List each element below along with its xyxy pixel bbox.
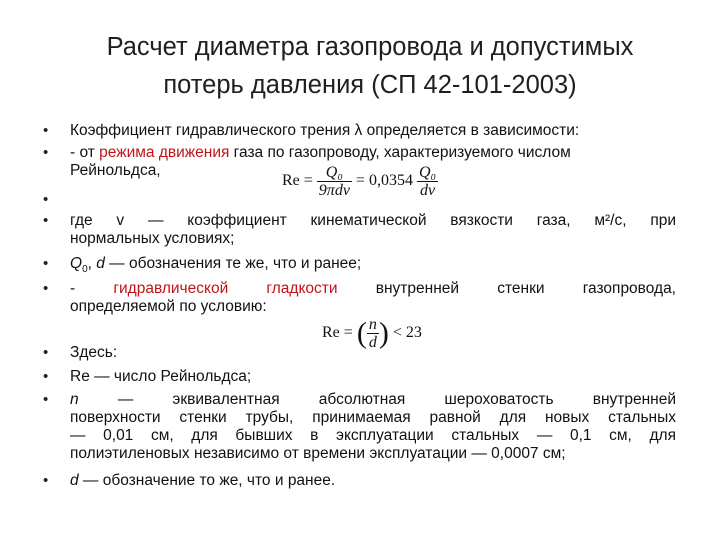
bullet-dot: • xyxy=(43,191,49,208)
fraction-denominator: d xyxy=(368,334,377,351)
left-paren: ( xyxy=(356,316,367,350)
text-fragment: — эквивалентная абсолютная шероховатость внутренней xyxy=(117,391,676,408)
text-fragment: - от xyxy=(70,144,100,161)
bullet-text xyxy=(70,391,676,463)
fraction xyxy=(417,164,438,199)
fraction-numerator: Q₀ xyxy=(317,164,352,182)
bullet-text xyxy=(70,212,676,248)
text-fragment: внутренней стенки газопровода, xyxy=(337,280,676,297)
bullet-dot: • xyxy=(43,144,49,161)
bullet-dot: • xyxy=(43,122,49,139)
subscript: 0 xyxy=(82,264,88,276)
fraction-numerator: n xyxy=(368,316,377,333)
symbol-d: d xyxy=(70,472,79,489)
symbol-n: n xyxy=(70,391,79,408)
bullet-dot: • xyxy=(43,280,49,297)
title-line-2: потерь давления (СП 42-101-2003) xyxy=(163,71,577,99)
text-fragment: газа по газопроводу, характеризуемого числом xyxy=(229,144,571,161)
text-line xyxy=(70,280,676,298)
text-fragment: определяемой по условию: xyxy=(70,298,267,315)
fraction-numerator: Q₀ xyxy=(418,164,437,181)
bullet-text xyxy=(70,280,676,316)
text-fragment: — обозначение то же, что и ранее. xyxy=(78,472,336,489)
bullet-dot: • xyxy=(43,255,49,272)
text-fragment: , xyxy=(87,255,97,272)
bullet-dot: • xyxy=(43,472,49,489)
text-fragment: — 0,01 см, для бывших в эксплуатации стальных — 0,1 см, для xyxy=(70,427,676,444)
formula-lhs: Re xyxy=(322,324,340,342)
symbol-q: Q xyxy=(70,255,83,272)
bullet-text: Re — число Рейнольдса; xyxy=(70,368,252,385)
text-fragment: поверхности стенки трубы, принимаемая равной для новых стальных xyxy=(70,409,676,426)
bullet-dot: • xyxy=(43,212,49,229)
formula-eq: = xyxy=(343,324,353,342)
fraction-denominator: 9πdv xyxy=(318,182,350,199)
bullet-dot: • xyxy=(43,368,49,385)
text-line xyxy=(70,391,676,409)
fraction xyxy=(317,164,352,199)
text-fragment: полиэтиленовых независимо от времени эксплуатации — 0,0007 см; xyxy=(70,445,566,462)
text-fragment: нормальных условиях; xyxy=(70,230,235,247)
highlight-text: режима движения xyxy=(99,144,230,161)
bullet-text: Здесь: xyxy=(70,344,118,361)
formula-rhs: < 23 xyxy=(392,324,422,342)
right-paren: ) xyxy=(378,316,389,350)
symbol-d: d xyxy=(96,255,105,272)
text-fragment: где v — коэффициент кинематической вязкости газа, м²/с, при xyxy=(70,212,676,229)
formula-lhs: Re = xyxy=(282,172,313,190)
formula-smoothness xyxy=(322,316,422,351)
bullet-text xyxy=(70,472,676,490)
fraction xyxy=(367,316,379,351)
text-fragment: — обозначения те же, что и ранее; xyxy=(104,255,362,272)
bullet-text xyxy=(70,255,676,279)
text-fragment: Рейнольдса, xyxy=(70,162,161,179)
formula-mid: = 0,0354 xyxy=(355,172,413,190)
highlight-text: гидравлической гладкости xyxy=(113,280,338,297)
formula-reynolds xyxy=(282,164,438,199)
fraction-denominator: dv xyxy=(419,182,436,199)
title-line-1: Расчет диаметра газопровода и допустимых xyxy=(106,33,634,61)
bullet-text: Коэффициент гидравлического трения λ определяется в зависимости: xyxy=(70,122,580,139)
text-fragment: - xyxy=(70,280,114,297)
bullet-dot: • xyxy=(43,344,49,361)
bullet-dot: • xyxy=(43,391,49,408)
